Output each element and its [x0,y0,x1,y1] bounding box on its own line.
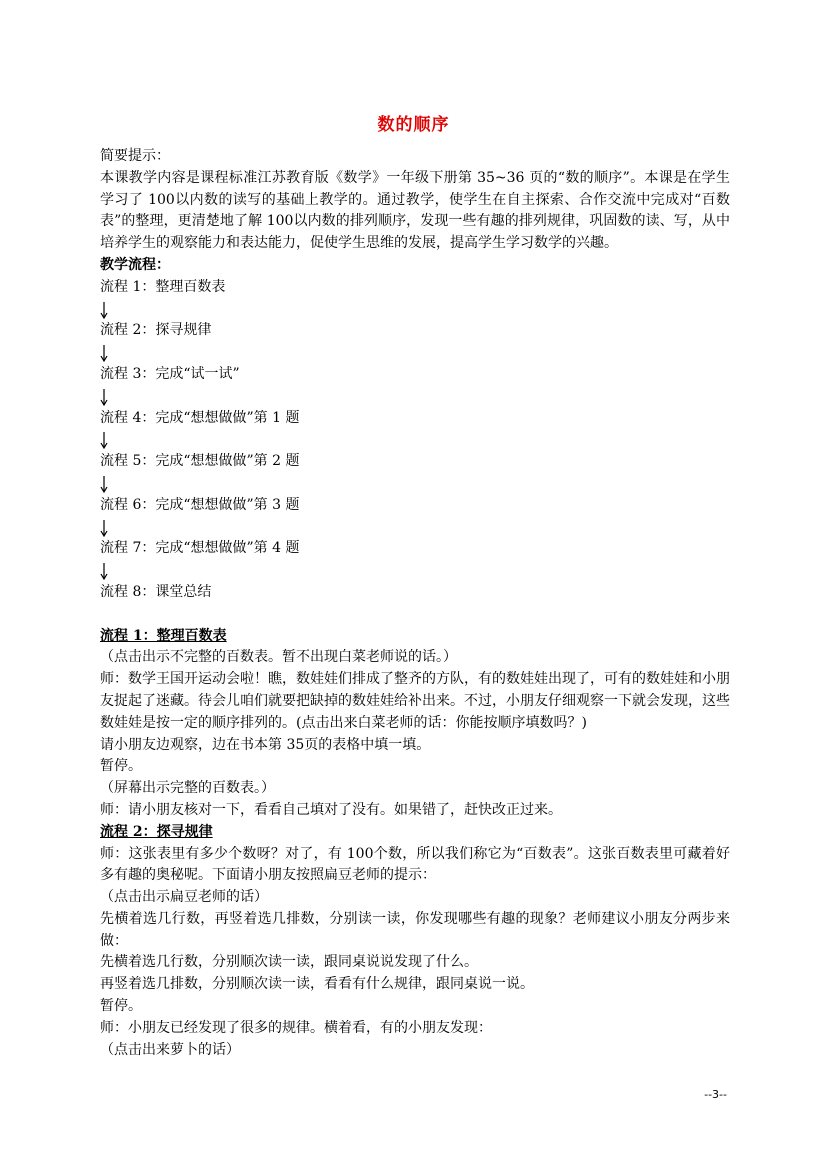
down-arrow-icon [100,473,730,495]
paragraph: 师：小朋友已经发现了很多的规律。横着看，有的小朋友发现： [100,1019,492,1036]
paragraph: 先横着选几行数，分别顺次读一读，跟同桌说说发现了什么。 [100,954,478,971]
flow-step: 流程 1：整理百数表 [100,278,226,295]
document-body [100,146,730,1061]
page-number: --3-- [704,1088,727,1101]
down-arrow-icon [100,560,730,582]
flow-step: 流程 2：探寻规律 [100,322,212,339]
paragraph: 先横着选几行数，再竖着选几排数，分别读一读，你发现哪些有趣的现象？老师建议小朋友分两步来做： [100,910,730,949]
section-heading: 流程 1：整理百数表 [100,627,227,644]
paragraph: 师：数学王国开运动会啦！瞧，数娃娃们排成了整齐的方队，有的数娃娃出现了，可有的数娃娃和小朋友捉起了迷藏。待会儿咱们就要把缺掉的数娃娃给补出来。不过，小朋友仔细观察一下就会发现，这些数娃娃是按一定的顺序排列的。(点击出来白菜老师的话：你能按顺序填数吗？) [100,671,730,731]
paragraph: 师：请小朋友核对一下，看看自己填对了没有。如果错了，赶快改正过来。 [100,801,562,818]
flow-step: 流程 3：完成“试一试” [100,365,240,382]
page-title: 数的顺序 [377,115,450,135]
flow-step: 流程 5：完成“想想做做”第 2 题 [100,453,300,470]
down-arrow-icon [100,517,730,539]
paragraph: 暂停。 [100,998,142,1015]
flow-step: 流程 4：完成“想想做做”第 1 题 [100,409,300,426]
down-arrow-icon [100,342,730,364]
intro-label: 简要提示： [100,148,170,164]
paragraph: 暂停。 [100,758,142,775]
down-arrow-icon [100,386,730,408]
flow-step: 流程 7：完成“想想做做”第 4 题 [100,540,300,557]
section-heading: 流程 2：探寻规律 [100,823,213,840]
paragraph: （点击出示扁豆老师的话） [100,889,268,906]
section-2 [100,822,730,1062]
paragraph: 请小朋友边观察，边在书本第 35页的表格中填一填。 [100,736,431,753]
flow-heading: 教学流程： [100,256,170,273]
paragraph: （屏幕出示完整的百数表。） [100,780,275,797]
flow-list [100,277,730,604]
paragraph: 再竖着选几排数，分别顺次读一读，看看有什么规律，跟同桌说一说。 [100,976,534,993]
flow-step: 流程 6：完成“想想做做”第 3 题 [100,496,300,513]
paragraph: （点击出来萝卜的话） [100,1041,240,1058]
spacer [100,604,730,626]
section-1 [100,626,730,822]
intro-text: 本课教学内容是课程标准江苏教育版《数学》一年级下册第 35~36 页的“数的顺序”。本课是在学生学习了 100以内数的读写的基础上教学的。通过教学，使学生在自主探索、合作交流中完成对“百数表”的整理，更清楚地了解 100以内数的排列顺序，发现一些有趣的排列规律，巩固数的读、写，从中培养学生的观察能力和表达能力，促使学生思维的发展，提高学生学习数学的兴趣。 [100,169,730,252]
paragraph: （点击出示不完整的百数表。暂不出现白菜老师说的话。） [100,649,457,666]
flow-step: 流程 8：课堂总结 [100,583,212,600]
down-arrow-icon [100,429,730,451]
down-arrow-icon [100,299,730,321]
paragraph: 师：这张表里有多少个数呀？对了，有 100个数，所以我们称它为“百数表”。这张百数表里可藏着好多有趣的奥秘呢。下面请小朋友按照扁豆老师的提示： [100,845,730,884]
